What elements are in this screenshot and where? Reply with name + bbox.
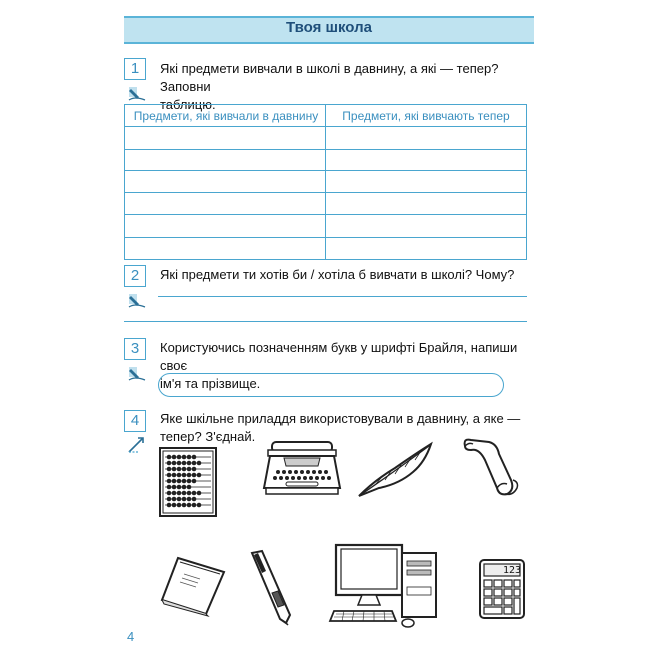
task-1-line-1: Які предмети вивчали в школі в давнину, а які — тепер? Заповни	[160, 61, 499, 94]
quill-feather-icon[interactable]	[355, 440, 435, 500]
pencil-hand-icon	[127, 85, 147, 103]
task-2-number: 2	[124, 265, 146, 287]
task-3-number: 3	[124, 338, 146, 360]
abacus-icon[interactable]	[159, 447, 217, 517]
table-header-now: Предмети, які вивчають тепер	[342, 109, 510, 123]
task-4-number: 4	[124, 410, 146, 432]
pencil-hand-icon	[127, 365, 147, 383]
table-header-past: Предмети, які вивчали в давнину	[133, 109, 319, 123]
answer-line[interactable]	[158, 296, 527, 297]
table-row-line	[124, 237, 527, 238]
answer-line[interactable]	[124, 321, 527, 322]
task-1-line-2: таблицю.	[160, 97, 216, 112]
table-row-line	[124, 192, 527, 193]
calculator-display: 123	[502, 565, 521, 576]
page-number: 4	[127, 629, 135, 644]
table-row-line	[124, 126, 527, 127]
task-2-text: Які предмети ти хотів би / хотіла б вивчати в школі? Чому?	[160, 267, 515, 282]
name-answer-field[interactable]	[158, 373, 504, 397]
scroll-icon[interactable]	[459, 436, 523, 498]
notebook-icon[interactable]	[160, 556, 226, 616]
computer-icon[interactable]	[330, 543, 440, 629]
task-4-line-2: тепер? З'єднай.	[160, 429, 256, 444]
connect-arrow-icon	[127, 436, 147, 454]
task-3-line-2: ім'я та прізвище.	[160, 376, 261, 391]
pencil-hand-icon	[127, 292, 147, 310]
page-title: Твоя школа	[286, 19, 372, 36]
task-3-line-1: Користуючись позначенням букв у шрифті Брайля, напиши своє	[160, 340, 518, 373]
table-row-line	[124, 149, 527, 150]
pen-icon[interactable]	[248, 549, 296, 625]
table-row-line	[124, 170, 527, 171]
task-1-number: 1	[124, 58, 146, 80]
table-row-line	[124, 214, 527, 215]
task-4-line-1: Яке шкільне приладдя використовували в давнину, а яке —	[160, 411, 521, 426]
typewriter-icon[interactable]	[262, 440, 342, 496]
